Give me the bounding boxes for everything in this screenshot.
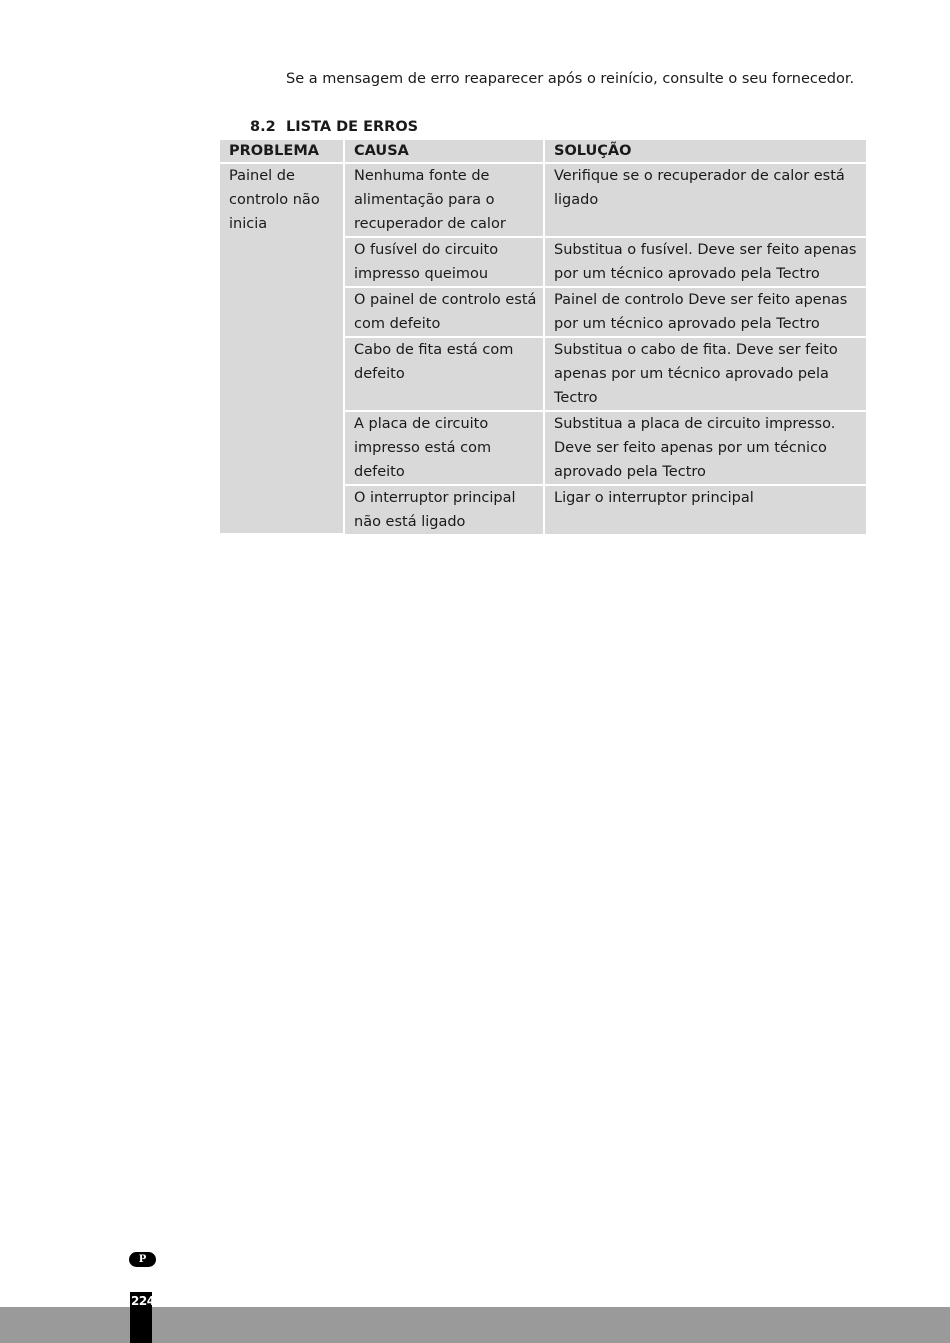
section-heading [250, 117, 418, 137]
solution-cell: Substitua a placa de circuito impresso. Deve ser feito apenas por um técnico aprovado pela Tectro [544, 411, 866, 485]
solution-cell: Verifique se o recuperador de calor está ligado [544, 163, 866, 237]
table-row [220, 163, 866, 237]
header-problem: PROBLEMA [220, 140, 344, 163]
cause-cell: Nenhuma fonte de alimentação para o recuperador de calor [344, 163, 544, 237]
solution-cell: Painel de controlo Deve ser feito apenas por um técnico aprovado pela Tectro [544, 287, 866, 337]
problem-cell: Painel de controlo não inicia [220, 163, 344, 534]
header-cause: CAUSA [344, 140, 544, 163]
error-list-table [220, 140, 866, 535]
solution-cell: Ligar o interruptor principal [544, 485, 866, 534]
intro-text: Se a mensagem de erro reaparecer após o reinício, consulte o seu fornecedor. [286, 71, 855, 87]
language-badge: P [129, 1252, 156, 1267]
section-number: 8.2 [250, 119, 276, 135]
cause-cell: O fusível do circuito impresso queimou [344, 237, 544, 287]
cause-cell: A placa de circuito impresso está com defeito [344, 411, 544, 485]
section-title: LISTA DE ERROS [286, 119, 419, 135]
cause-cell: O interruptor principal não está ligado [344, 485, 544, 534]
cause-cell: O painel de controlo está com defeito [344, 287, 544, 337]
page-number: 224 [131, 1294, 155, 1308]
solution-cell: Substitua o fusível. Deve ser feito apenas por um técnico aprovado pela Tectro [544, 237, 866, 287]
header-solution: SOLUÇÃO [544, 140, 866, 163]
table-header-row [220, 140, 866, 163]
solution-cell: Substitua o cabo de fita. Deve ser feito apenas por um técnico aprovado pela Tectro [544, 337, 866, 411]
cause-cell: Cabo de fita está com defeito [344, 337, 544, 411]
